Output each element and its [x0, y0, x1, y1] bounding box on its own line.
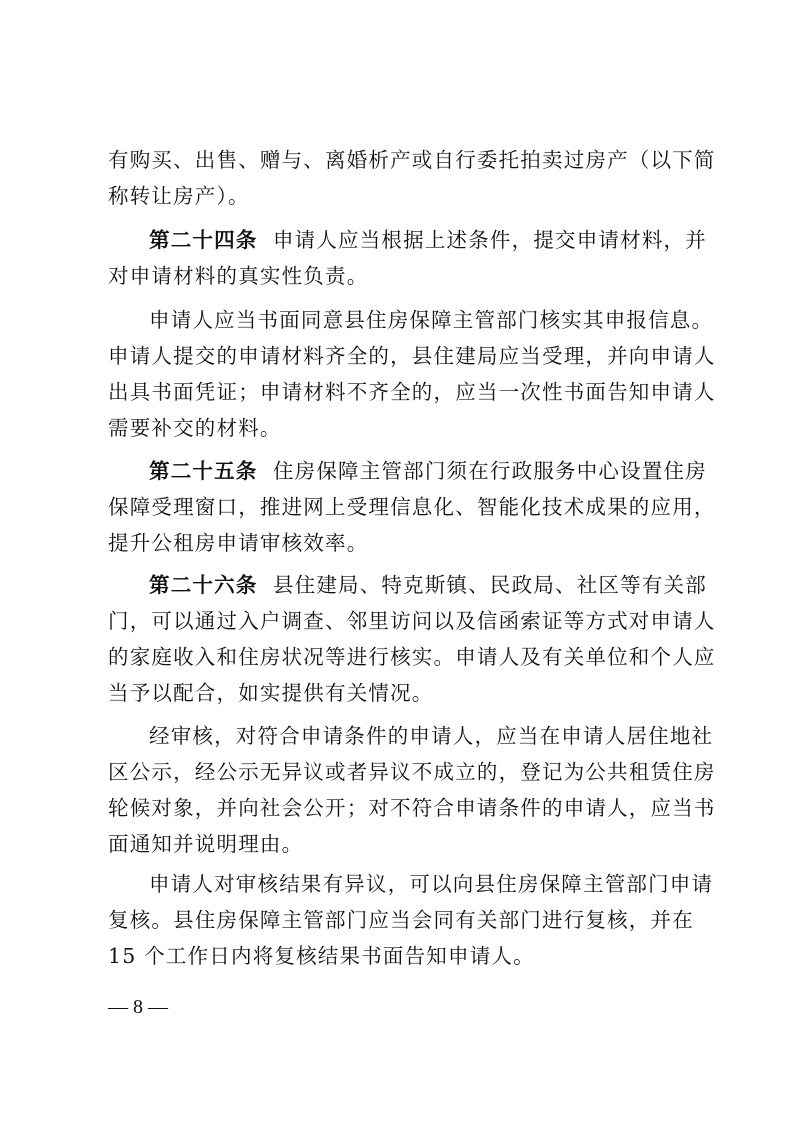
- paragraph-line: 经审核，对符合申请条件的申请人，应当在申请人居住地社: [149, 724, 714, 748]
- paragraph-line: 15 个工作日内将复核结果书面告知申请人。: [108, 944, 535, 968]
- paragraph-line: 需要补交的材料。: [108, 416, 282, 440]
- article-26-line: [149, 567, 793, 603]
- page-number: — 8 —: [108, 996, 168, 1018]
- paragraph-line: 区公示，经公示无异议或者异议不成立的，登记为公共租赁住房: [108, 760, 716, 784]
- paragraph-text: 县住建局、特克斯镇、民政局、社区等有关部: [272, 573, 707, 597]
- article-25-line: [149, 453, 793, 489]
- paragraph-line: 对申请材料的真实性负责。: [108, 264, 369, 288]
- paragraph-line: 面通知并说明理由。: [108, 832, 304, 856]
- paragraph-line: 出具书面凭证；申请材料不齐全的，应当一次性书面告知申请人: [108, 380, 716, 404]
- paragraph-line: 当予以配合，如实提供有关情况。: [108, 681, 434, 705]
- article-heading: 第二十四条: [149, 228, 258, 252]
- paragraph-line: 有购买、出售、赠与、离婚析产或自行委托拍卖过房产（以下简: [108, 148, 716, 172]
- article-heading: 第二十六条: [149, 573, 258, 597]
- paragraph-line: 申请人应当书面同意县住房保障主管部门核实其申报信息。: [149, 308, 714, 332]
- paragraph-line: 申请人对审核结果有异议，可以向县住房保障主管部门申请: [149, 872, 714, 896]
- article-24-line: [149, 222, 793, 258]
- paragraph-text: 申请人应当根据上述条件，提交申请材料，并: [272, 228, 707, 252]
- paragraph-line: 申请人提交的申请材料齐全的，县住建局应当受理，并向申请人: [108, 344, 716, 368]
- paragraph-text: 住房保障主管部门须在行政服务中心设置住房: [272, 459, 707, 483]
- paragraph-line: 门，可以通过入户调查、邻里访问以及信函索证等方式对申请人: [108, 609, 716, 633]
- paragraph-line: 的家庭收入和住房状况等进行核实。申请人及有关单位和个人应: [108, 645, 716, 669]
- paragraph-line: 保障受理窗口，推进网上受理信息化、智能化技术成果的应用，: [108, 495, 716, 519]
- paragraph-line: 提升公租房申请审核效率。: [108, 531, 369, 555]
- paragraph-line: 复核。县住房保障主管部门应当会同有关部门进行复核，并在: [108, 908, 694, 932]
- paragraph-line: 轮候对象，并向社会公开；对不符合申请条件的申请人，应当书: [108, 796, 716, 820]
- article-heading: 第二十五条: [149, 459, 258, 483]
- paragraph-line: 称转让房产）。: [108, 184, 250, 208]
